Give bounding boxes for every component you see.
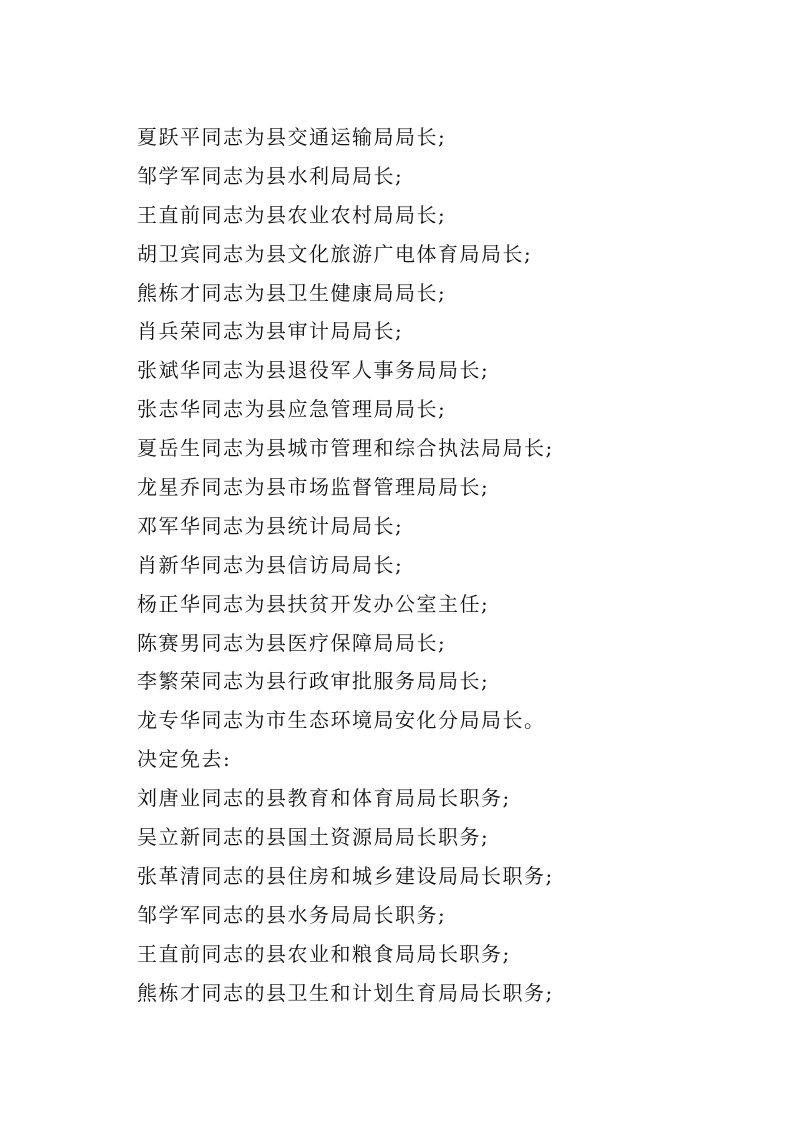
text-line: 熊栋才同志为县卫生健康局局长;: [137, 280, 447, 305]
text-line: 龙专华同志为市生态环境局安化分局局长。: [137, 708, 546, 733]
document-body: [137, 118, 777, 1012]
text-line: 肖新华同志为县信访局局长;: [137, 552, 404, 577]
text-line: 王直前同志的县农业和粮食局局长职务;: [137, 941, 511, 966]
text-line: 邹学军同志的县水务局局长职务;: [137, 902, 447, 927]
text-line: 吴立新同志的县国土资源局局长职务;: [137, 825, 490, 850]
text-line: 刘唐业同志的县教育和体育局局长职务;: [137, 786, 511, 811]
text-line: 李繁荣同志为县行政审批服务局局长;: [137, 669, 490, 694]
text-line: 肖兵荣同志为县审计局局长;: [137, 319, 404, 344]
text-line: 邓军华同志为县统计局局长;: [137, 513, 404, 538]
text-line: 陈赛男同志为县医疗保障局局长;: [137, 630, 447, 655]
text-line: 杨正华同志为县扶贫开发办公室主任;: [137, 591, 490, 616]
text-line: 邹学军同志为县水利局局长;: [137, 163, 404, 188]
text-line: 夏跃平同志为县交通运输局局长;: [137, 125, 447, 149]
text-line: 张革清同志的县住房和城乡建设局局长职务;: [137, 863, 554, 888]
text-line: 王直前同志为县农业农村局局长;: [137, 202, 447, 227]
text-line: 龙星乔同志为县市场监督管理局局长;: [137, 475, 490, 500]
text-line: 胡卫宾同志为县文化旅游广电体育局局长;: [137, 241, 533, 266]
text-line: 夏岳生同志为县城市管理和综合执法局局长;: [137, 436, 554, 461]
section-heading: 决定免去:: [137, 747, 232, 772]
text-line: 熊栋才同志的县卫生和计划生育局局长职务;: [137, 980, 554, 1005]
text-line: 张志华同志为县应急管理局局长;: [137, 397, 447, 422]
text-line: 张斌华同志为县退役军人事务局局长;: [137, 358, 490, 383]
